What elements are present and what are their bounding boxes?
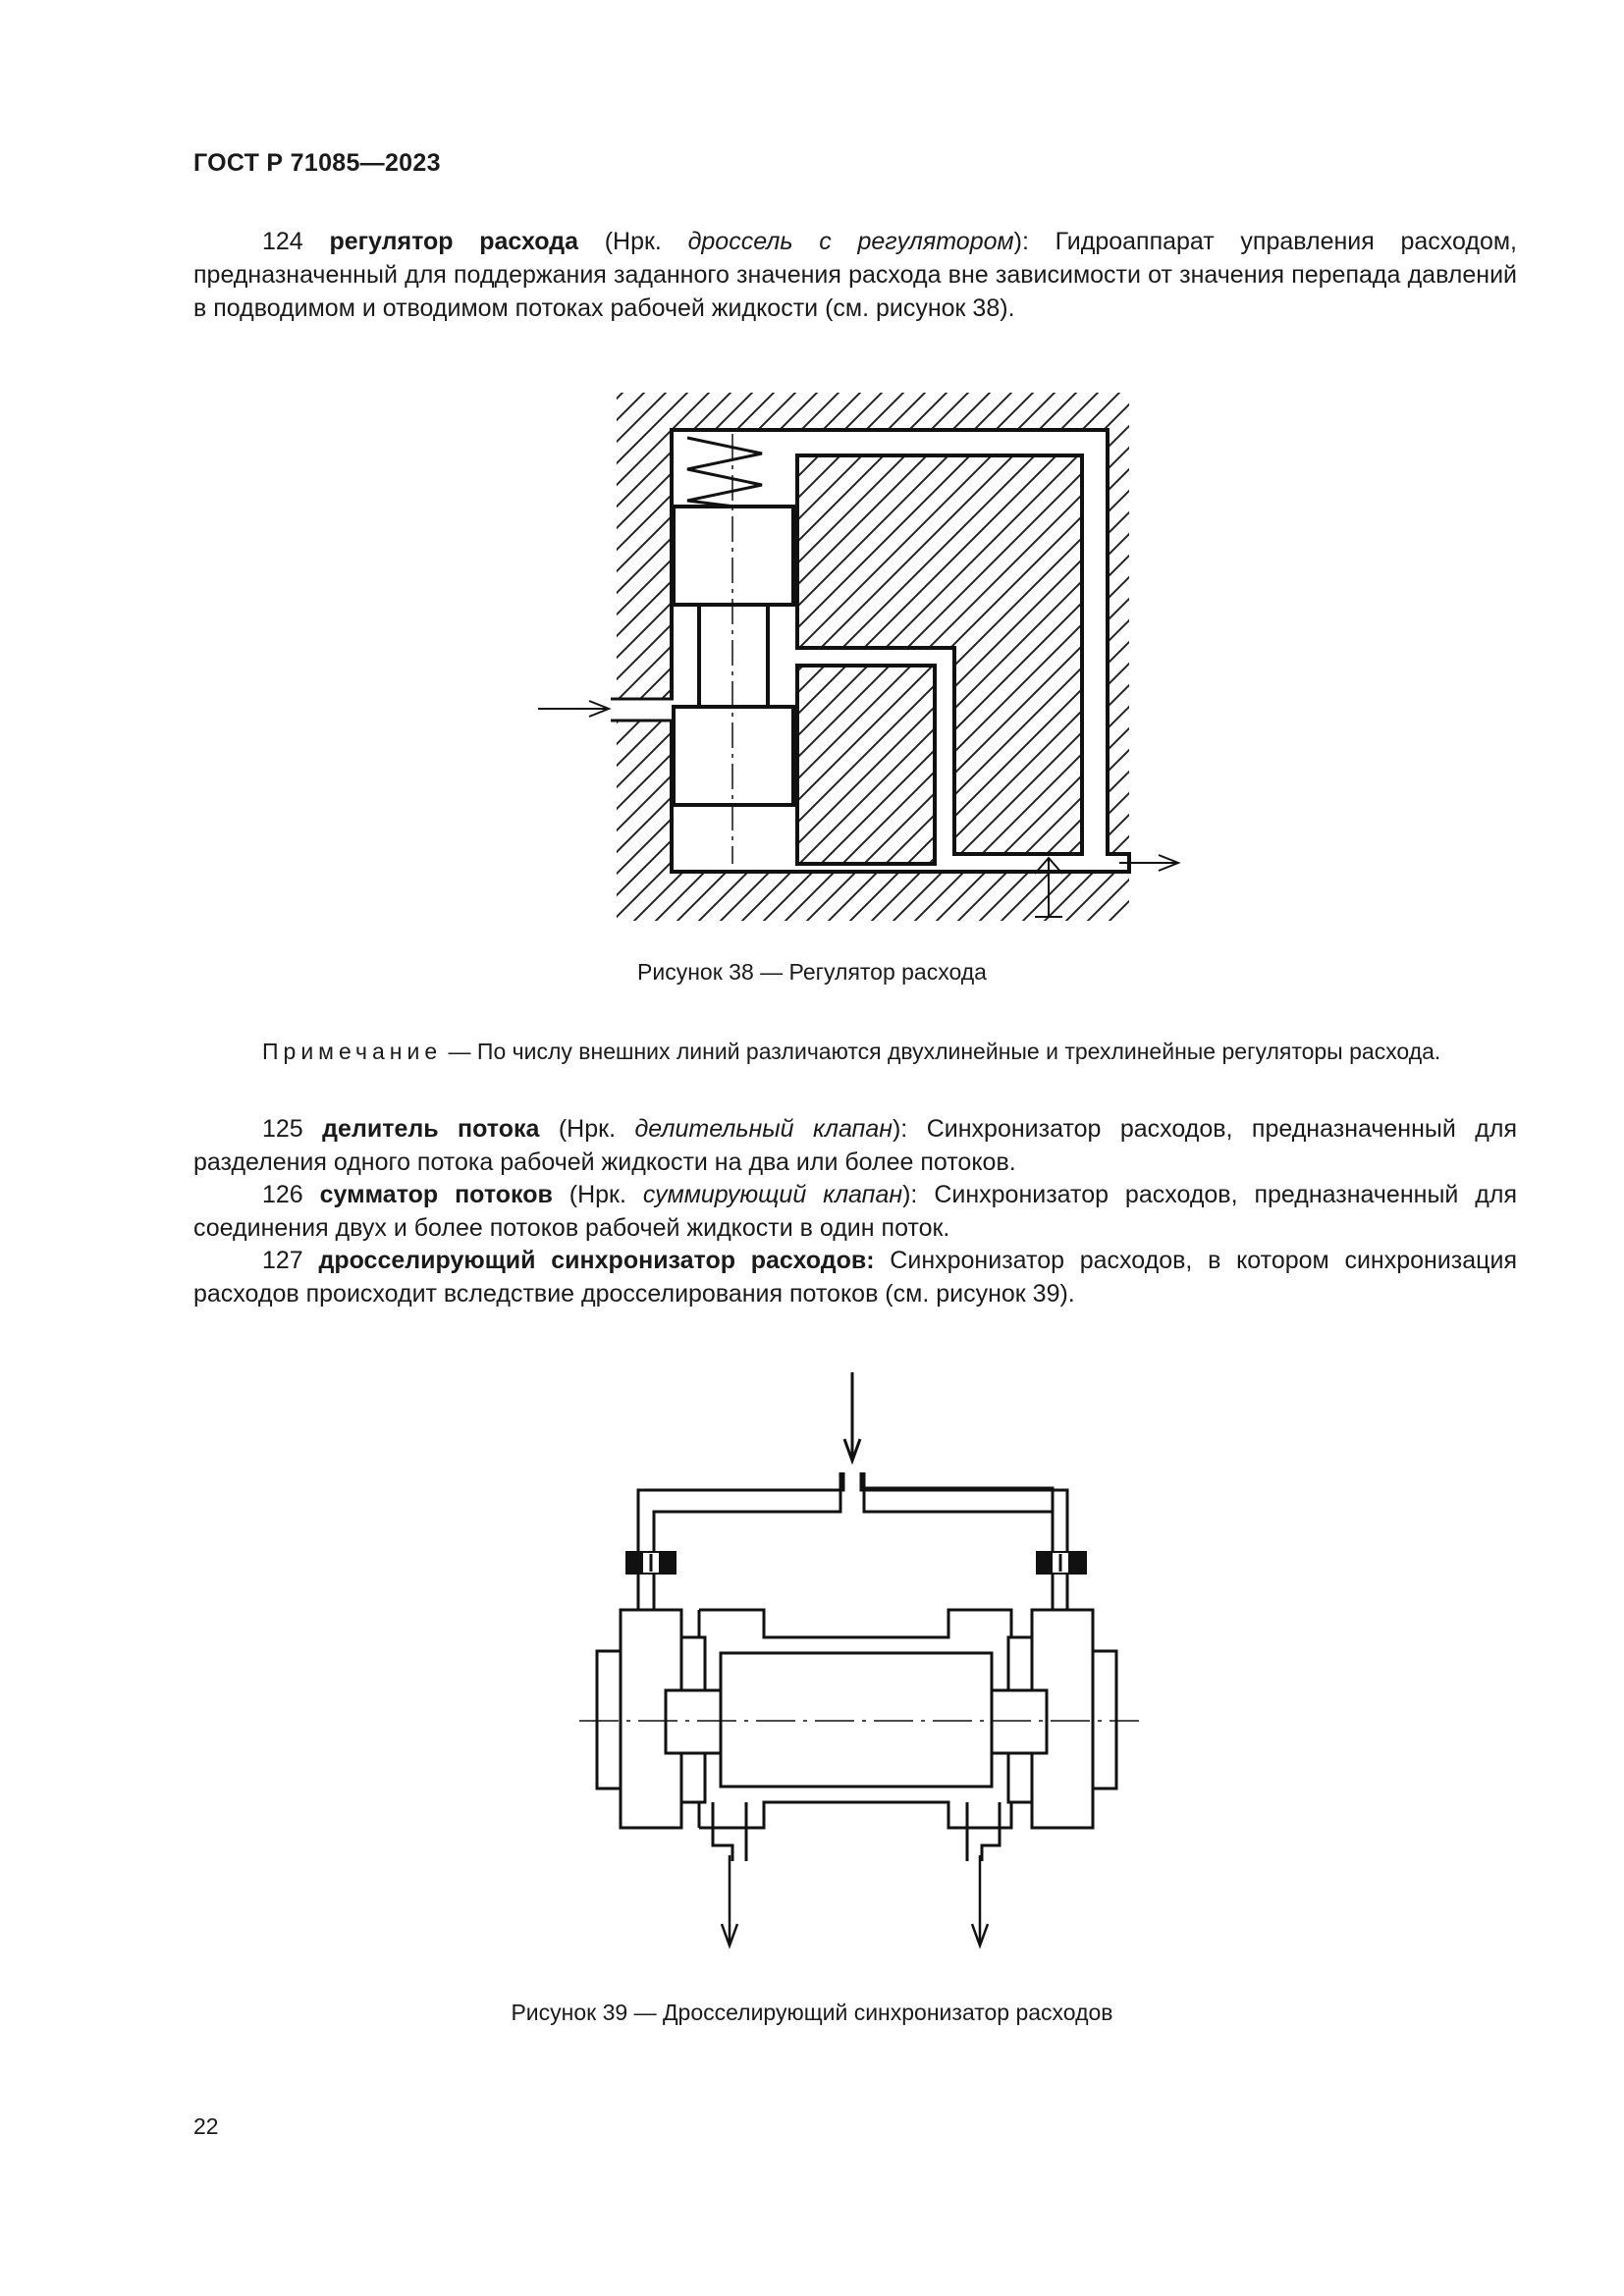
term: дросселирующий синхронизатор расходов: [318,1247,875,1274]
lower-body-block [797,666,935,864]
spool-rod [699,605,768,707]
figure-39-caption: Рисунок 39 — Дросселирующий синхронизатор расходов [511,2000,1113,2025]
right-motor-assembly [992,1610,1116,1828]
spool-lower-land [674,707,793,805]
definition: Синхронизатор расходов, предназначенный для соединения двух и более потоков рабочей жидкости в один поток. [193,1181,1518,1242]
page-number: 22 [193,2113,219,2139]
figure-38-flow-regulator [530,388,1198,928]
left-motor-assembly [597,1610,721,1828]
left-throttle [625,1551,677,1575]
note [193,1036,1517,1067]
term: делитель потока [322,1115,540,1143]
document-header: ГОСТ Р 71085—2023 [193,149,441,177]
deprecated-term: дроссель с регулятором [687,228,1014,255]
clause-126: 126 сумматор потоков (Нрк. суммирующий клапан): Синхронизатор расходов, предназначенный для соединения двух и более потоков рабочей жидкости в один поток. [193,1181,1518,1242]
clause-number: 124 [262,228,303,255]
term: сумматор потоков [319,1181,553,1208]
figure-38-caption: Рисунок 38 — Регулятор расхода [637,959,987,985]
deprecated-term: суммирующий клапан [642,1181,903,1208]
definition: Гидроаппарат управления расходом, предназначенный для поддержания заданного значения расхода вне зависимости от значения перепада давлений в подводимом и отводимом потоках рабочей жидкости (см. рисунок 38). [193,228,1518,322]
note-label: Примечание [262,1039,443,1064]
central-body [699,1610,1011,1828]
deprecated-term: делительный клапан [634,1115,893,1143]
figure-39-throttling-synchronizer [569,1364,1149,1953]
right-throttle [1036,1551,1087,1575]
clause-127: 127 дросселирующий синхронизатор расходов: Синхронизатор расходов, в котором синхронизация расходов происходит вследствие дросселирования потоков (см. рисунок 39). [193,1247,1517,1308]
clause-125: 125 делитель потока (Нрк. делительный клапан): Синхронизатор расходов, предназначенный для разделения одного потока рабочей жидкости на два или более потоков. [193,1115,1517,1176]
note-text: — По числу внешних линий различаются двухлинейные и трехлинейные регуляторы расхода. [442,1039,1441,1064]
clause-124: 124 регулятор расхода (Нрк. дроссель с регулятором): Гидроаппарат управления расходом, предназначенный для поддержания заданного значения расхода вне зависимости от значения перепада давлений в подводимом и отводимом потоках рабочей жидкости (см. рисунок 38). [193,228,1518,322]
spool-upper-land [674,507,793,605]
term: регулятор расхода [329,228,578,255]
definition: Синхронизатор расходов, предназначенный для разделения одного потока рабочей жидкости на два или более потоков. [193,1115,1517,1176]
definition: Синхронизатор расходов, в котором синхронизация расходов происходит вследствие дросселирования потоков (см. рисунок 39). [193,1247,1517,1308]
